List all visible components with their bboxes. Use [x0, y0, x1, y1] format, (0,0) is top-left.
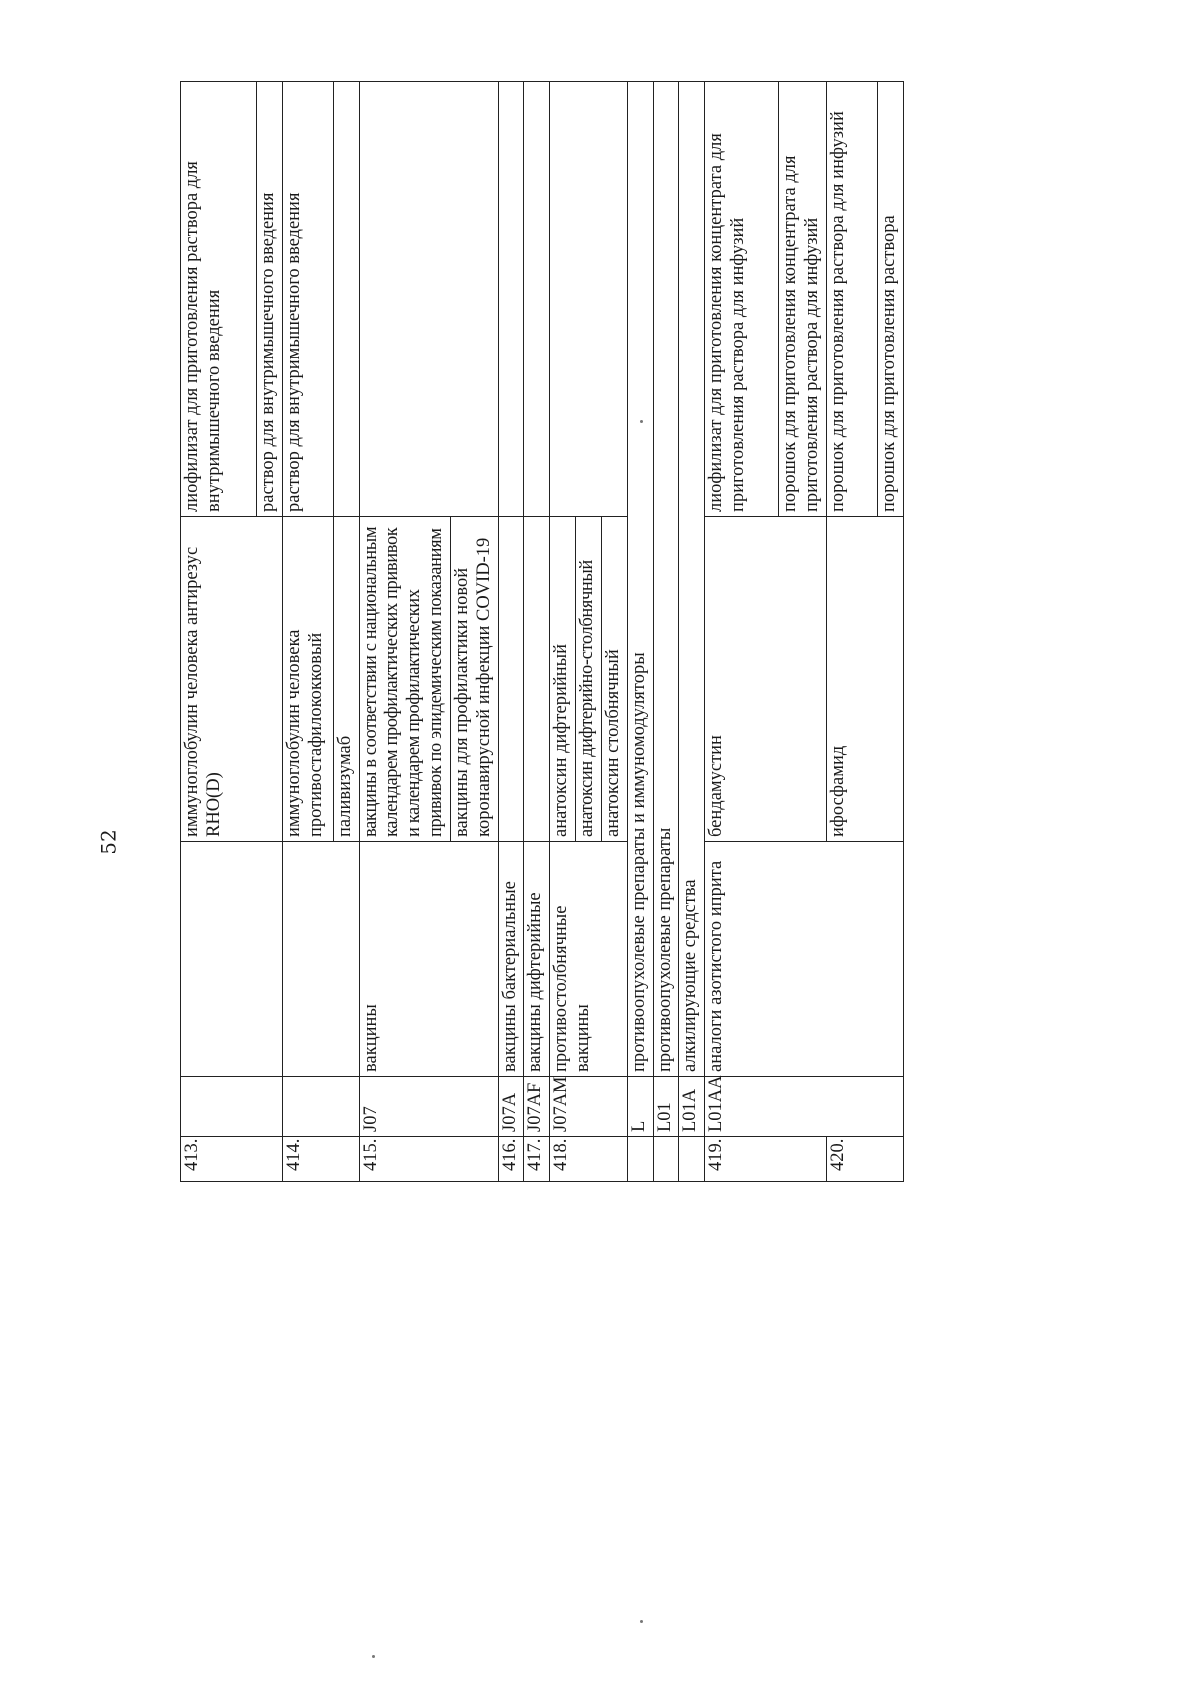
dosage-form: [524, 82, 550, 517]
drug-name: иммуноглобулин человека антирезус RHO(D): [181, 517, 283, 842]
dosage-form: [498, 82, 524, 517]
row-number: 420.: [826, 1137, 903, 1182]
group-name: противоопухолевые препараты: [653, 82, 679, 1077]
table-row: [627, 82, 653, 1182]
drug-name: паливизумаб: [333, 517, 359, 842]
group-name: вакцины: [359, 842, 498, 1077]
atc-code: J07AF: [524, 1077, 550, 1137]
drug-name: анатоксин дифтерийный: [550, 517, 576, 842]
dosage-form: раствор для внутримышечного введения: [257, 82, 283, 517]
rotated-table-container: [180, 82, 1080, 1182]
row-number: 418.: [550, 1137, 627, 1182]
atc-code: [282, 1077, 359, 1137]
drug-name: анатоксин столбнячный: [601, 517, 627, 842]
row-number: [679, 1137, 705, 1182]
row-number: 419.: [705, 1137, 827, 1182]
scan-speck: [640, 420, 643, 423]
drug-name: бендамустин: [705, 517, 827, 842]
row-number: [653, 1137, 679, 1182]
group-name: противостолбнячные вакцины: [550, 842, 627, 1077]
drug-table: [180, 81, 904, 1182]
atc-code: L01: [653, 1077, 679, 1137]
table-row: [705, 82, 779, 1182]
group-name: противоопухолевые препараты и иммуномодуляторы: [627, 82, 653, 1077]
dosage-form: порошок для приготовления концентрата для приготовления раствора для инфузий: [779, 82, 827, 517]
row-number: 416.: [498, 1137, 524, 1182]
dosage-form: лиофилизат для приготовления раствора для внутримышечного введения: [181, 82, 257, 517]
table-row: [498, 82, 524, 1182]
group-name: [282, 842, 359, 1077]
drug-name: [498, 517, 524, 842]
table-row: [679, 82, 705, 1182]
atc-code: J07A: [498, 1077, 524, 1137]
row-number: 417.: [524, 1137, 550, 1182]
group-name: [181, 842, 283, 1077]
drug-name: вакцины для профилактики новой коронавирусной инфекции COVID-19: [450, 517, 498, 842]
atc-code: J07AM: [550, 1077, 627, 1137]
row-number: [627, 1137, 653, 1182]
atc-code: L01A: [679, 1077, 705, 1137]
atc-code: J07: [359, 1077, 498, 1137]
group-name: вакцины бактериальные: [498, 842, 524, 1077]
group-name: аналоги азотистого иприта: [705, 842, 903, 1077]
dosage-form: порошок для приготовления раствора: [877, 82, 903, 517]
atc-code: L01AA: [705, 1077, 903, 1137]
dosage-form: [333, 82, 359, 517]
drug-name: вакцины в соответствии с национальным календарем профилактических прививок и календарем профилактических прививок по эпидемическим показаниям: [359, 517, 450, 842]
drug-name: [524, 517, 550, 842]
scan-speck: [372, 1655, 375, 1658]
table-row: [181, 82, 257, 1182]
row-number: 415.: [359, 1137, 498, 1182]
table-row: [550, 82, 576, 1182]
row-number: 413.: [181, 1137, 283, 1182]
dosage-form: [550, 82, 627, 517]
atc-code: L: [627, 1077, 653, 1137]
group-name: алкилирующие средства: [679, 82, 705, 1077]
dosage-form: лиофилизат для приготовления концентрата для приготовления раствора для инфузий: [705, 82, 779, 517]
table-row: [359, 82, 450, 1182]
group-name: вакцины дифтерийные: [524, 842, 550, 1077]
table-row: [653, 82, 679, 1182]
table-row: [524, 82, 550, 1182]
page-number: 52: [96, 829, 121, 855]
scan-speck: [640, 1620, 643, 1623]
drug-name: ифосфамид: [826, 517, 903, 842]
dosage-form: порошок для приготовления раствора для инфузий: [826, 82, 877, 517]
row-number: 414.: [282, 1137, 359, 1182]
dosage-form: раствор для внутримышечного введения: [282, 82, 333, 517]
dosage-form: [359, 82, 498, 517]
drug-name: анатоксин дифтерийно-столбнячный: [576, 517, 602, 842]
drug-name: иммуноглобулин человека противостафилококковый: [282, 517, 333, 842]
atc-code: [181, 1077, 283, 1137]
table-row: [282, 82, 333, 1182]
